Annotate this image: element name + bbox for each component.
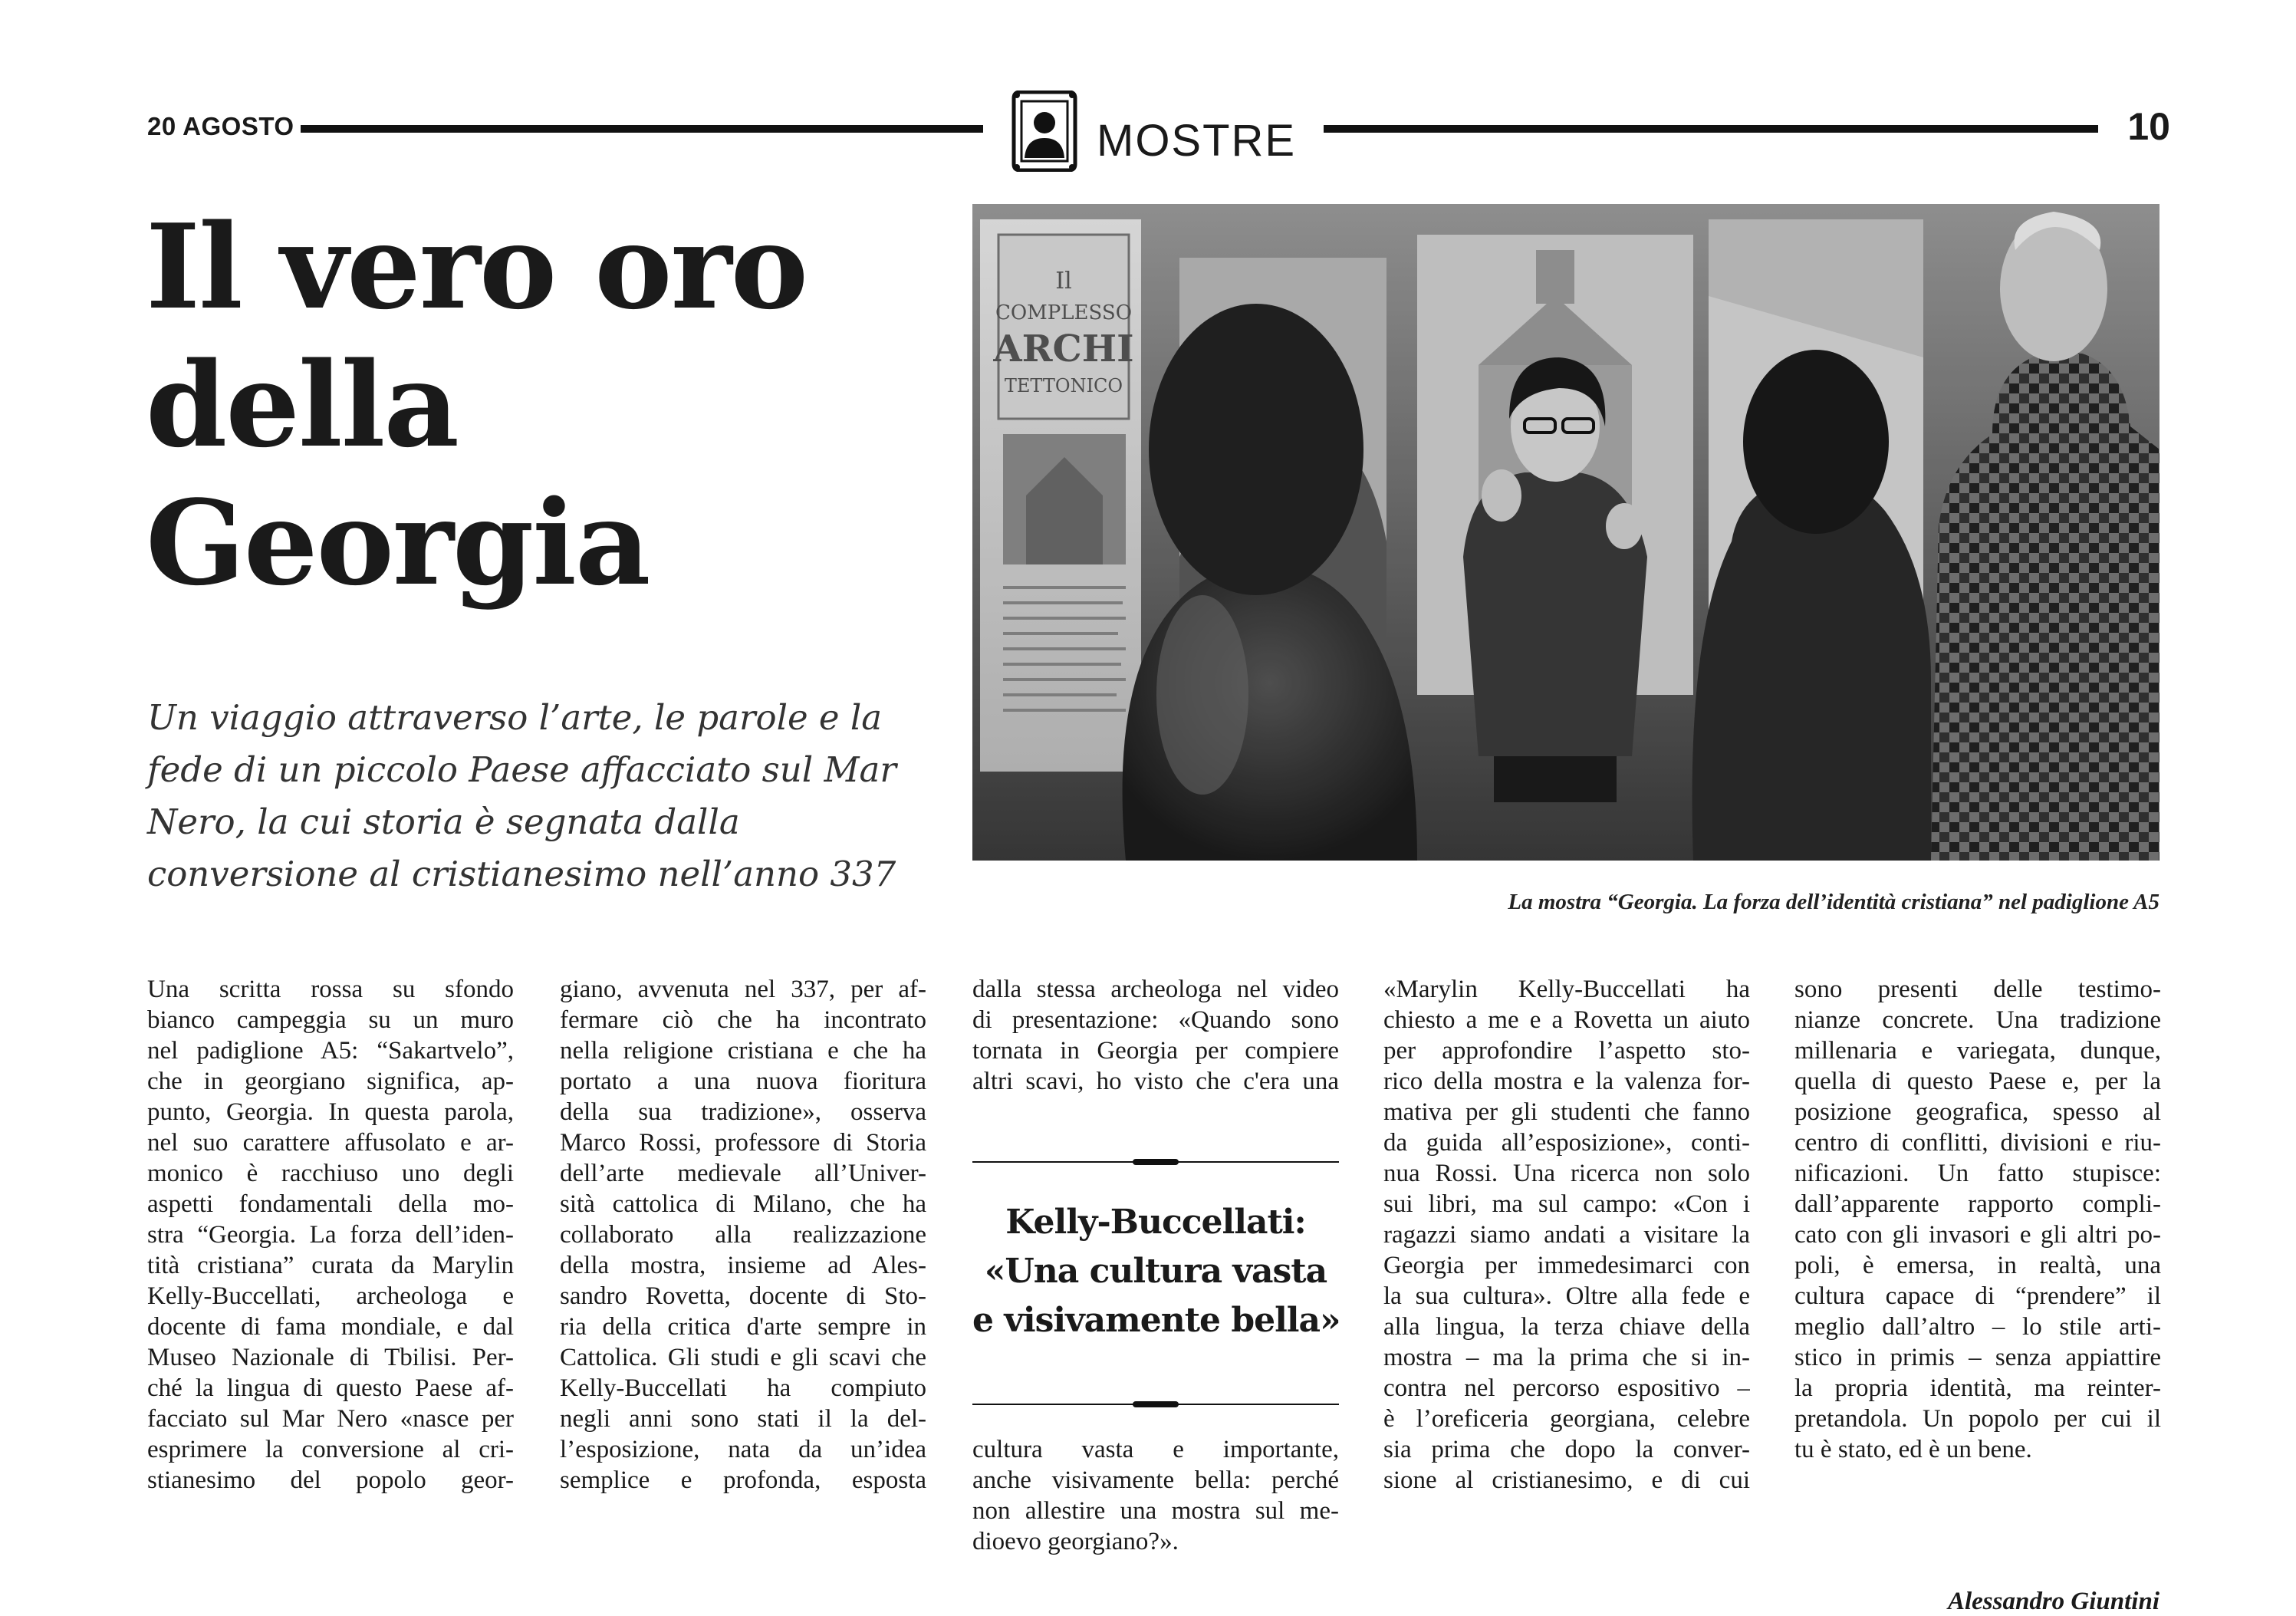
pullquote-ornament-top: [1133, 1159, 1179, 1165]
text-line: posizione geografica, spesso al: [1794, 1098, 2161, 1126]
article-headline: [146, 198, 951, 612]
text-line: della mostra, insieme ad Ales-: [560, 1252, 926, 1279]
text-line: chiesto a me e a Rovetta un aiuto: [1383, 1006, 1750, 1034]
text-line: sui libri, ma sul campo: «Con i: [1383, 1190, 1750, 1218]
text-line: nella religione cristiana e che ha: [560, 1037, 926, 1065]
text-line: portato a una nuova fioritura: [560, 1068, 926, 1095]
issue-date: 20 AGOSTO: [147, 112, 294, 140]
text-line: aspetti fondamentali della mo-: [147, 1190, 514, 1218]
text-line: semplice e profonda, esposta: [560, 1466, 926, 1494]
text-line: punto, Georgia. In questa parola,: [147, 1098, 514, 1126]
text-line: Georgia per immedesimarci con: [1383, 1252, 1750, 1279]
section-frame-icon: [1009, 91, 1080, 172]
article-column-5: [1794, 974, 2161, 1465]
text-line: che in georgiano significa, ap-: [147, 1068, 514, 1095]
page-number: 10: [2127, 105, 2170, 148]
article-column-3-top: [972, 974, 1339, 1097]
panel-text: TETTONICO: [1004, 375, 1123, 397]
text-line: l’esposizione, nata da un’idea: [560, 1436, 926, 1463]
text-line: sandro Rovetta, docente di Sto-: [560, 1282, 926, 1310]
text-line: dall’apparente rapporto compli-: [1794, 1190, 2161, 1218]
subtitle-line: fede di un piccolo Paese affacciato sul Mar: [147, 749, 896, 790]
text-line: nua Rossi. Una ricerca non solo: [1383, 1160, 1750, 1187]
text-line: per approfondire l’aspetto sto-: [1383, 1037, 1750, 1065]
subtitle-line: Nero, la cui storia è segnata dalla: [147, 801, 740, 842]
text-line: centro di conflitti, divisioni e riu-: [1794, 1129, 2161, 1157]
text-line: Marco Rossi, professore di Storia: [560, 1129, 926, 1157]
article-column-1: [147, 974, 514, 1496]
text-line: nel suo carattere affusolato e ar-: [147, 1129, 514, 1157]
photo-caption: La mostra “Georgia. La forza dell’identità cristiana” nel padiglione A5: [1508, 890, 2159, 914]
text-line: docente di fama mondiale, e dal: [147, 1313, 514, 1341]
panel-text: Il: [1055, 268, 1072, 295]
text-line: ragazzi siamo andati a visitare la: [1383, 1221, 1750, 1249]
text-line: non allestire una mostra sul me-: [972, 1497, 1339, 1525]
panel-text: ARCHI: [993, 327, 1134, 370]
text-line: meglio dall’altro – lo stile arti-: [1794, 1313, 2161, 1341]
text-line: stianesimo del popolo geor-: [147, 1466, 514, 1494]
text-line: «Marylin Kelly-Buccellati ha: [1383, 976, 1750, 1003]
subtitle-line: Un viaggio attraverso l’arte, le parole e la: [147, 697, 883, 738]
text-line: cato con gli invasori e gli altri po-: [1794, 1221, 2161, 1249]
text-line: poli, è emersa, in realtà, una: [1794, 1252, 2161, 1279]
text-line: dioevo georgiano?».: [972, 1528, 1179, 1555]
text-line: Kelly-Buccellati, archeologa e: [147, 1282, 514, 1310]
text-line: nificazioni. Un fatto stupisce:: [1794, 1160, 2161, 1187]
text-line: monico è racchiuso uno degli: [147, 1160, 514, 1187]
pullquote-line: e visivamente bella»: [972, 1301, 1340, 1340]
text-line: rico della mostra e la valenza for-: [1383, 1068, 1750, 1095]
text-line: sono presenti delle testimo-: [1794, 976, 2161, 1003]
text-line: Kelly-Buccellati ha compiuto: [560, 1374, 926, 1402]
text-line: collaborato alla realizzazione: [560, 1221, 926, 1249]
text-line: mostra – ma la prima che si in-: [1383, 1344, 1750, 1371]
article-subtitle: [147, 692, 945, 900]
panel-text: COMPLESSO: [995, 301, 1133, 324]
text-line: mativa per gli studenti che fanno: [1383, 1098, 1750, 1126]
text-line: sia prima che dopo la conver-: [1383, 1436, 1750, 1463]
headline-line: Il vero oro: [146, 198, 808, 335]
exhibition-photo: [972, 204, 2159, 861]
subtitle-line: conversione al cristianesimo nell’anno 337: [147, 854, 896, 894]
text-line: sione al cristianesimo, e di cui: [1383, 1466, 1750, 1494]
text-line: ché la lingua di questo Paese af-: [147, 1374, 514, 1402]
text-line: anche visivamente bella: perché: [972, 1466, 1339, 1494]
pullquote-line: Kelly-Buccellati:: [1005, 1203, 1306, 1242]
text-line: facciato sul Mar Nero «nasce per: [147, 1405, 514, 1433]
text-line: ria della critica d'arte sempre in: [560, 1313, 926, 1341]
text-line: cultura vasta e importante,: [972, 1436, 1339, 1463]
text-line: tu è stato, ed è un bene.: [1794, 1436, 2032, 1463]
text-line: nianze concrete. Una tradizione: [1794, 1006, 2161, 1034]
text-line: sità cattolica di Milano, che ha: [560, 1190, 926, 1218]
text-line: di presentazione: «Quando sono: [972, 1006, 1339, 1034]
text-line: fermare ciò che ha incontrato: [560, 1006, 926, 1034]
text-line: alla lingua, la terza chiave della: [1383, 1313, 1750, 1341]
text-line: è l’oreficeria georgiana, celebre: [1383, 1405, 1750, 1433]
text-line: stico in primis – senza appiattire: [1794, 1344, 2161, 1371]
article-column-2: [560, 974, 926, 1496]
section-title: MOSTRE: [1097, 116, 1297, 166]
text-line: nel padiglione A5: “Sakartvelo”,: [147, 1037, 514, 1065]
text-line: dell’arte medievale all’Univer-: [560, 1160, 926, 1187]
text-line: esprimere la conversione al cri-: [147, 1436, 514, 1463]
headline-line: della: [146, 336, 458, 473]
headline-line: Georgia: [146, 474, 650, 611]
text-line: cultura capace di “prendere” il: [1794, 1282, 2161, 1310]
text-line: Museo Nazionale di Tbilisi. Per-: [147, 1344, 514, 1371]
text-line: millenaria e variegata, dunque,: [1794, 1037, 2161, 1065]
header-rule-right: [1324, 125, 2098, 133]
pullquote: [972, 1198, 1339, 1345]
text-line: tità cristiana” curata da Marylin: [147, 1252, 514, 1279]
article-column-4: [1383, 974, 1750, 1496]
text-line: negli anni sono stati il la del-: [560, 1405, 926, 1433]
text-line: giano, avvenuta nel 337, per af-: [560, 976, 926, 1003]
text-line: della sua tradizione», osserva: [560, 1098, 926, 1126]
text-line: quella di questo Paese e, per la: [1794, 1068, 2161, 1095]
text-line: Cattolica. Gli studi e gli scavi che: [560, 1344, 926, 1371]
header-rule-left: [301, 125, 983, 133]
text-line: bianco campeggia su un muro: [147, 1006, 514, 1034]
text-line: contra nel percorso espositivo –: [1383, 1374, 1750, 1402]
pullquote-line: «Una cultura vasta: [984, 1252, 1327, 1291]
text-line: altri scavi, ho visto che c'era una: [972, 1068, 1339, 1095]
text-line: la propria identità, ma reinter-: [1794, 1374, 2161, 1402]
text-line: la sua cultura». Oltre alla fede e: [1383, 1282, 1750, 1310]
pullquote-ornament-bottom: [1133, 1401, 1179, 1407]
text-line: da guida all’esposizione», conti-: [1383, 1129, 1750, 1157]
text-line: Una scritta rossa su sfondo: [147, 976, 514, 1003]
author-signature: Alessandro Giuntini: [1947, 1588, 2159, 1615]
article-column-3-bottom: [972, 1434, 1339, 1557]
text-line: stra “Georgia. La forza dell’iden-: [147, 1221, 514, 1249]
text-line: pretandola. Un popolo per cui il: [1794, 1405, 2161, 1433]
text-line: tornata in Georgia per compiere: [972, 1037, 1339, 1065]
text-line: dalla stessa archeologa nel video: [972, 976, 1339, 1003]
